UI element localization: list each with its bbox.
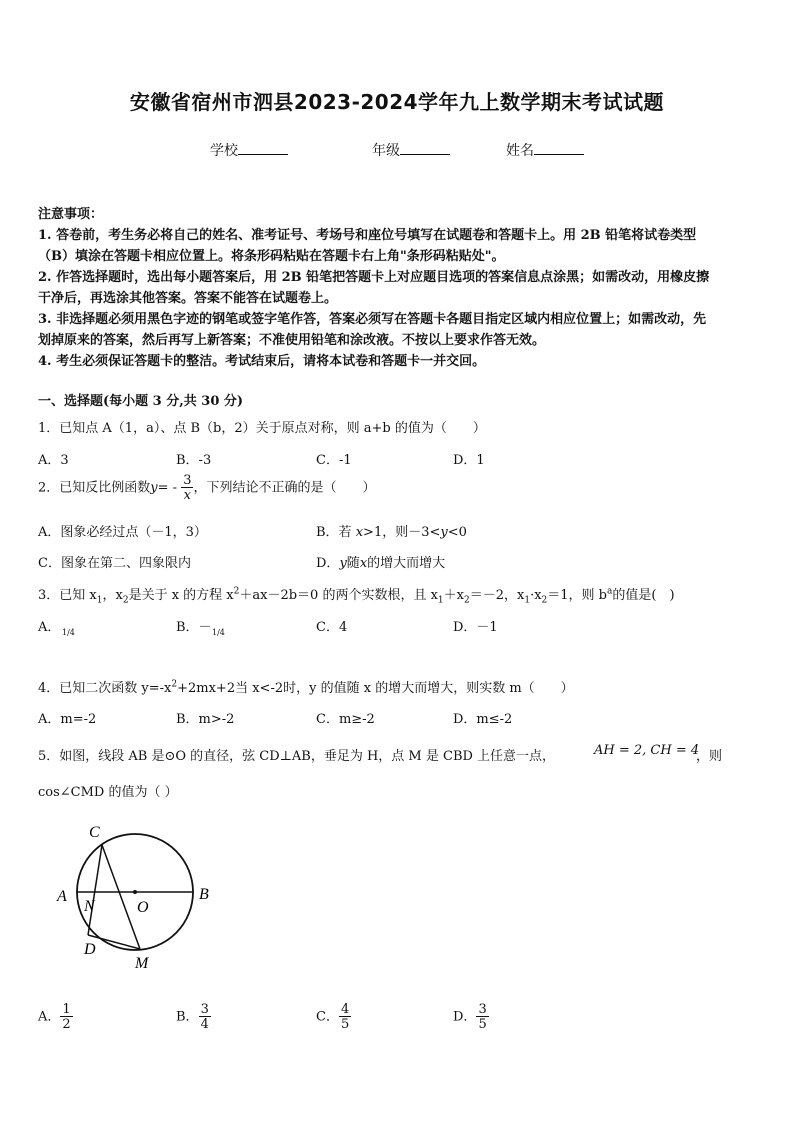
q3-option-b: B．－: [176, 620, 212, 635]
label-b: B: [199, 886, 209, 903]
question-1-stem: 1．已知点 A（1，a）、点 B（b，2）关于原点对称，则 a+b 的值为（ ）: [38, 421, 486, 436]
q1-option-c: C．-1: [316, 453, 352, 468]
question-3-stem: 3．已知 $x_1$，$x_2$是关于 x 的方程 $x^2+ax-2b=0$ 的两个实数根，且 $x_1+x_2=-2$，$x_1\cdot x_2=1$，则 $b^a$的值是( ): [38, 586, 675, 606]
q5-condition: AH = 2, CH = 4: [594, 743, 700, 758]
q1-option-d: D．1: [453, 453, 485, 468]
q3-option-a: A．: [38, 620, 61, 635]
notice-line-2b: 干净后，再选涂其他答案。答案不能答在试题卷上。: [38, 291, 338, 306]
label-d: D: [84, 941, 96, 958]
notice-line-1: 1. 答卷前，考生务必将自己的姓名、准考证号、考场号和座位号填写在试题卷和答题卡上。用 2B 铅笔将试卷类型: [38, 228, 697, 243]
q2-option-d: D．y随x的增大而增大: [316, 556, 446, 571]
q2-option-b: B．若 x>1，则－3<y<0: [316, 525, 467, 540]
q3-option-d: D．－1: [453, 620, 498, 635]
label-n: N: [84, 898, 95, 915]
school-field: 学校: [210, 140, 288, 160]
name-field: 姓名: [506, 140, 584, 160]
q5-option-b: B． $\frac{3}{4}$: [176, 1002, 209, 1032]
q5-condition-tail: ，则: [696, 749, 723, 764]
q4-option-d: D．m≤-2: [453, 712, 513, 727]
q4-option-a: A．m=-2: [38, 712, 97, 727]
section-heading: 一、选择题(每小题 3 分,共 30 分): [38, 394, 244, 409]
question-5-stem: 5．如图，线段 AB 是⊙O 的直径，弦 CD⊥AB，垂足为 H，点 M 是 CBD 上任意一点，: [38, 749, 556, 764]
q4-option-b: B．m>-2: [176, 712, 235, 727]
q2-option-c: C．图象在第二、四象限内: [38, 556, 191, 571]
q3-option-b-fraction: 1/4: [212, 628, 225, 637]
q2-option-a: A．图象必经过点（－1，3）: [38, 525, 207, 540]
q5-option-d: D． $\frac{3}{5}$: [453, 1002, 487, 1032]
q5-option-a: A． $\frac{1}{2}$: [38, 1002, 71, 1032]
q1-option-a: A．3: [38, 453, 69, 468]
question-4-stem: 4．已知二次函数 $y=-x^2+2mx+2$当 x<-2时，y 的值随 x 的增大而增大，则实数 m（ ）: [38, 679, 574, 696]
circle-diagram: [50, 815, 220, 975]
q5-option-c: C． $\frac{4}{5}$: [316, 1002, 350, 1032]
notice-line-4: 4. 考生必须保证答题卡的整洁。考试结束后，请将本试卷和答题卡一并交回。: [38, 354, 486, 369]
notice-line-1b: （B）填涂在答题卡相应位置上。将条形码粘贴在答题卡右上角"条形码粘贴处"。: [38, 249, 505, 264]
label-m: M: [135, 955, 149, 972]
notice-line-3b: 划掉原来的答案，然后再写上新答案；不准使用铅笔和涂改液。不按以上要求作答无效。: [38, 333, 546, 348]
q3-option-a-fraction: 1/4: [62, 628, 75, 637]
grade-field: 年级: [372, 140, 450, 160]
q4-option-c: C．m≥-2: [316, 712, 375, 727]
page-title: 安徽省宿州市泗县2023-2024学年九上数学期末考试试题: [129, 90, 665, 114]
notice-line-2: 2. 作答选择题时，选出每小题答案后，用 2B 铅笔把答题卡上对应题目选项的答案信息点涂黑；如需改动，用橡皮擦: [38, 270, 710, 285]
label-a: A: [57, 888, 67, 905]
label-c: C: [89, 824, 100, 841]
q3-option-c: C．4: [316, 620, 348, 635]
notice-heading: 注意事项：: [38, 207, 104, 222]
question-2-stem: 2．已知反比例函数y= - $\frac{3}{x}$ ，下列结论不正确的是（ ）: [38, 473, 376, 503]
question-5-line-2: cos∠CMD 的值为（ ）: [38, 785, 178, 800]
q1-option-b: B．-3: [176, 453, 212, 468]
notice-line-3: 3. 非选择题必须用黑色字迹的钢笔或签字笔作答，答案必须写在答题卡各题目指定区域内相应位置上；如需改动，先: [38, 312, 707, 327]
label-o: O: [137, 899, 149, 916]
